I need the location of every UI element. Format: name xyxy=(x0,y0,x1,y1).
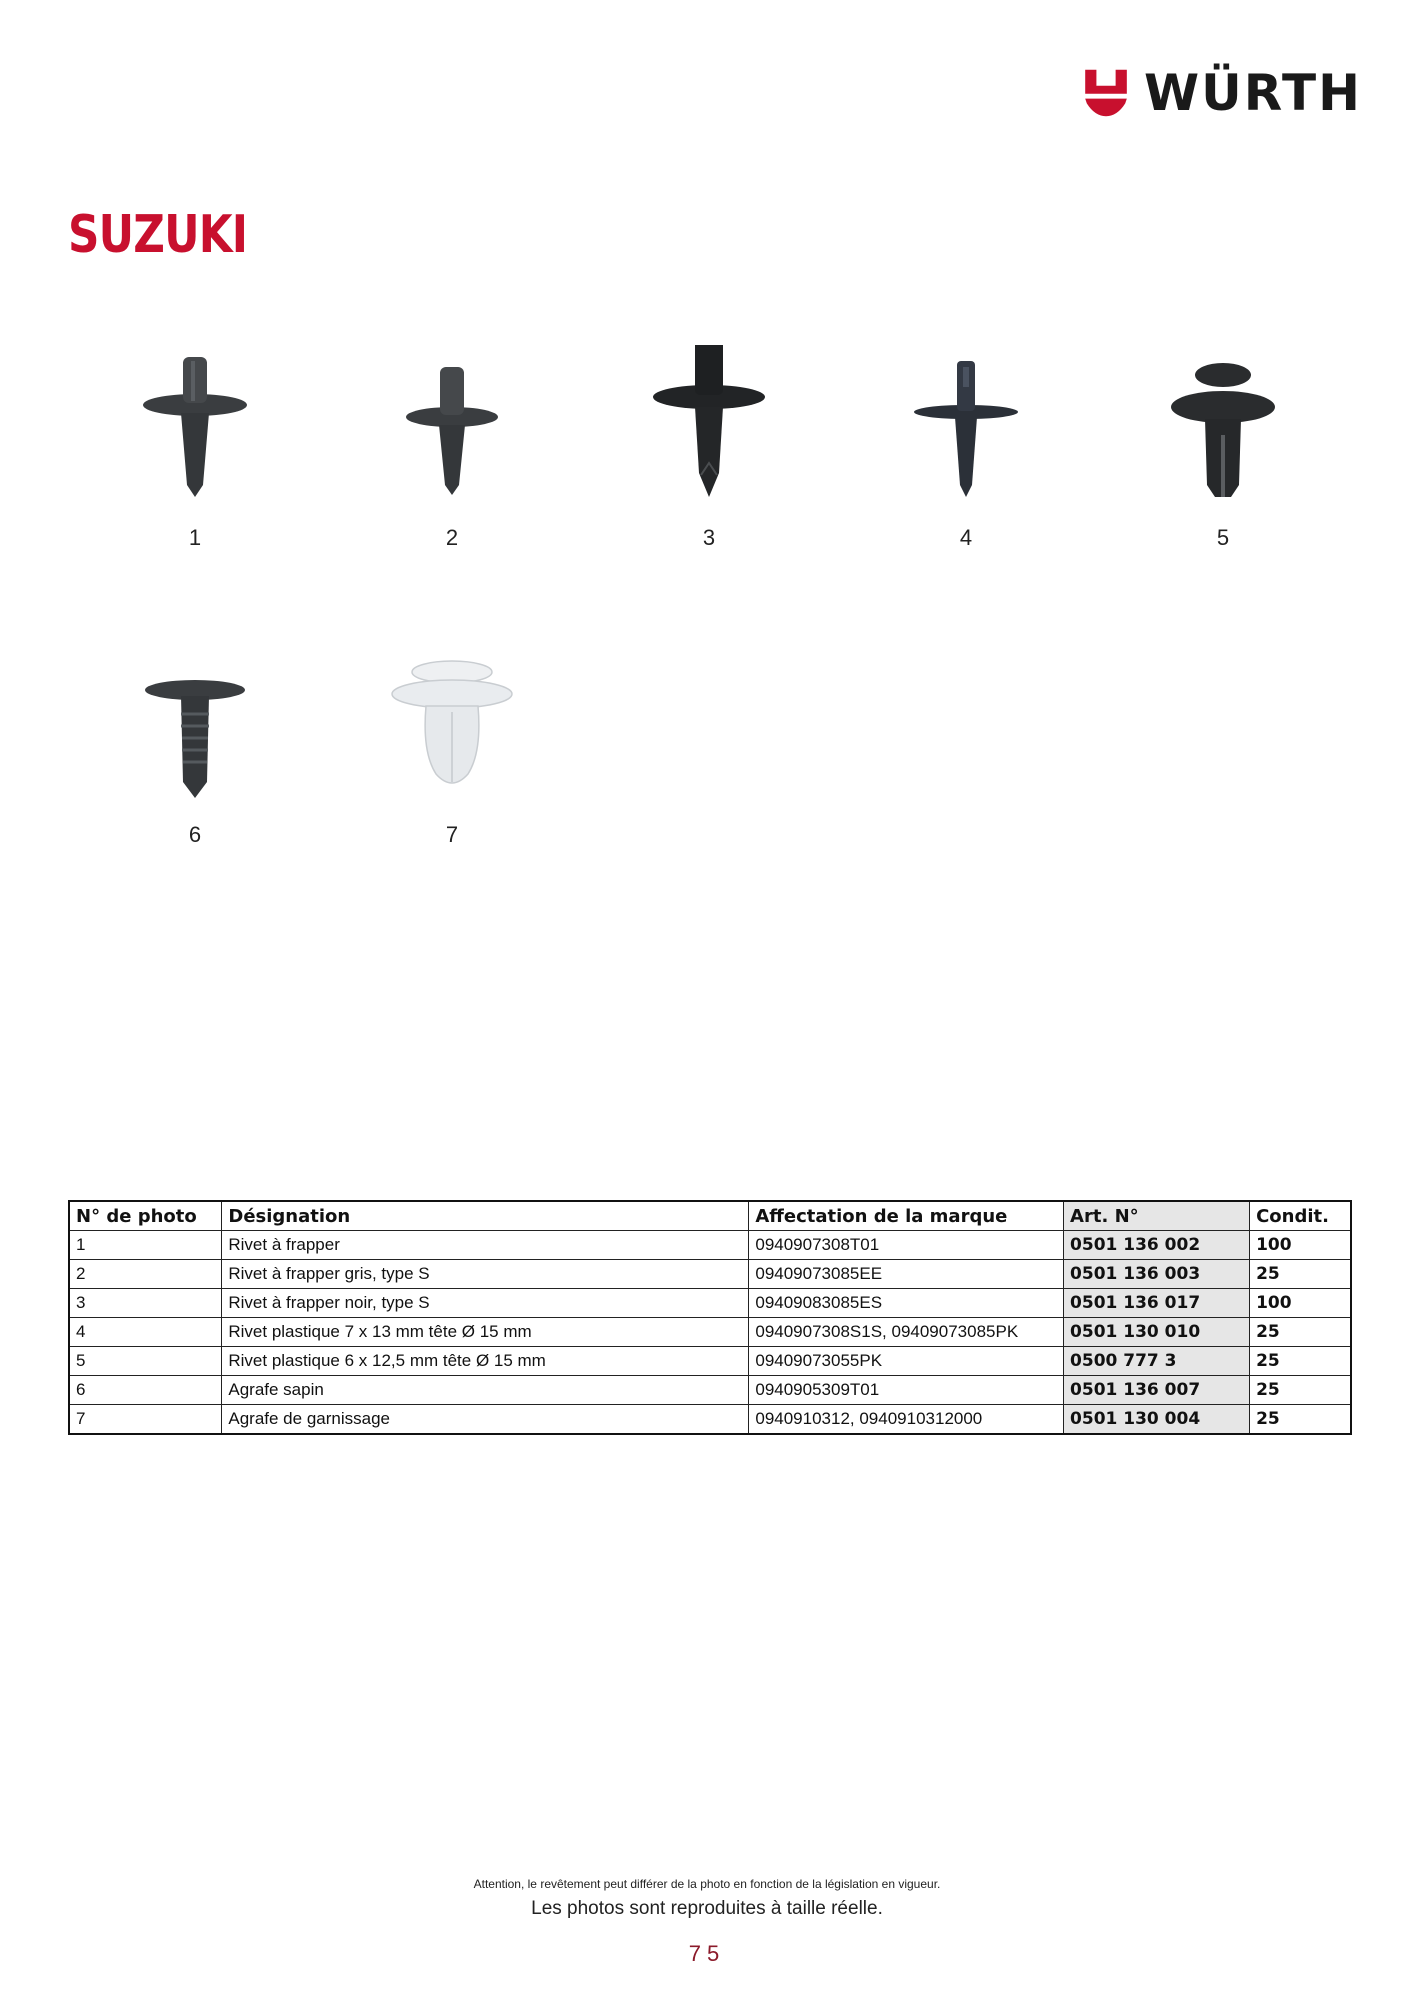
photo-number: 6 xyxy=(188,822,202,847)
photo-number-cell: 6 xyxy=(69,1376,222,1405)
table-row xyxy=(69,1347,1351,1376)
designation-cell: Rivet à frapper gris, type S xyxy=(222,1260,749,1289)
photo-number: 7 xyxy=(445,822,459,847)
wurth-logo-icon xyxy=(1082,62,1130,124)
photo-number-cell: 5 xyxy=(69,1347,222,1376)
photo-number: 5 xyxy=(1216,525,1230,550)
brand-ref-cell: 0940907308S1S, 09409073085PK xyxy=(749,1318,1064,1347)
designation-cell: Rivet à frapper xyxy=(222,1231,749,1260)
article-number-cell: 0501 136 002 xyxy=(1064,1231,1250,1260)
designation-cell: Rivet plastique 7 x 13 mm tête Ø 15 mm xyxy=(222,1318,749,1347)
push-rivet-icon xyxy=(609,345,809,515)
photo-number-cell: 2 xyxy=(69,1260,222,1289)
article-number-cell: 0501 136 007 xyxy=(1064,1376,1250,1405)
part-photo-2 xyxy=(352,345,552,550)
photo-number-cell: 4 xyxy=(69,1318,222,1347)
brand-ref-cell: 0940905309T01 xyxy=(749,1376,1064,1405)
designation-cell: Agrafe de garnissage xyxy=(222,1405,749,1435)
part-photo-4 xyxy=(866,345,1066,550)
article-number-cell: 0500 777 3 xyxy=(1064,1347,1250,1376)
photo-number: 4 xyxy=(959,525,973,550)
photo-number: 3 xyxy=(702,525,716,550)
photo-number: 2 xyxy=(445,525,459,550)
brand-ref-cell: 0940907308T01 xyxy=(749,1231,1064,1260)
parts-table xyxy=(68,1200,1352,1435)
table-row xyxy=(69,1289,1351,1318)
article-number-cell: 0501 130 004 xyxy=(1064,1405,1250,1435)
designation-cell: Rivet à frapper noir, type S xyxy=(222,1289,749,1318)
packaging-cell: 25 xyxy=(1250,1260,1351,1289)
push-rivet-icon xyxy=(352,345,552,515)
packaging-cell: 25 xyxy=(1250,1347,1351,1376)
page-title: SUZUKI xyxy=(68,205,248,265)
photo-number-cell: 7 xyxy=(69,1405,222,1435)
column-header: Désignation xyxy=(222,1201,749,1231)
packaging-cell: 25 xyxy=(1250,1376,1351,1405)
part-photo-5 xyxy=(1123,345,1323,550)
table-header-row xyxy=(69,1201,1351,1231)
table-row xyxy=(69,1376,1351,1405)
footer-disclaimer: Attention, le revêtement peut différer de la photo en fonction de la législation en vigueur. xyxy=(473,1877,941,1891)
part-photo-7 xyxy=(352,642,552,847)
article-number-cell: 0501 136 017 xyxy=(1064,1289,1250,1318)
wurth-logo xyxy=(1082,60,1362,126)
push-rivet-icon xyxy=(95,345,295,515)
packaging-cell: 100 xyxy=(1250,1231,1351,1260)
push-rivet-icon xyxy=(1123,345,1323,515)
brand-ref-cell: 0940910312, 0940910312000 xyxy=(749,1405,1064,1435)
designation-cell: Agrafe sapin xyxy=(222,1376,749,1405)
brand-ref-cell: 09409073055PK xyxy=(749,1347,1064,1376)
part-photo-6 xyxy=(95,642,295,847)
packaging-cell: 100 xyxy=(1250,1289,1351,1318)
packaging-cell: 25 xyxy=(1250,1318,1351,1347)
trim-clip-icon xyxy=(352,642,552,812)
page-number: 75 xyxy=(688,1941,726,1966)
push-rivet-icon xyxy=(866,345,1066,515)
article-number-cell: 0501 130 010 xyxy=(1064,1318,1250,1347)
part-photo-3 xyxy=(609,345,809,550)
packaging-cell: 25 xyxy=(1250,1405,1351,1435)
brand-ref-cell: 09409073085EE xyxy=(749,1260,1064,1289)
article-number-cell: 0501 136 003 xyxy=(1064,1260,1250,1289)
column-header: Condit. xyxy=(1250,1201,1351,1231)
photo-number-cell: 3 xyxy=(69,1289,222,1318)
designation-cell: Rivet plastique 6 x 12,5 mm tête Ø 15 mm xyxy=(222,1347,749,1376)
table-row xyxy=(69,1405,1351,1435)
photo-number-cell: 1 xyxy=(69,1231,222,1260)
photo-number: 1 xyxy=(188,525,202,550)
logo-text: WÜRTH xyxy=(1144,64,1362,122)
brand-ref-cell: 09409083085ES xyxy=(749,1289,1064,1318)
footer-scale-note: Les photos sont reproduites à taille réelle. xyxy=(531,1898,883,1919)
table-row xyxy=(69,1231,1351,1260)
fir-tree-clip-icon xyxy=(95,642,295,812)
table-row xyxy=(69,1260,1351,1289)
part-photo-1 xyxy=(95,345,295,550)
column-header: N° de photo xyxy=(69,1201,222,1231)
column-header: Art. N° xyxy=(1064,1201,1250,1231)
table-row xyxy=(69,1318,1351,1347)
column-header: Affectation de la marque xyxy=(749,1201,1064,1231)
